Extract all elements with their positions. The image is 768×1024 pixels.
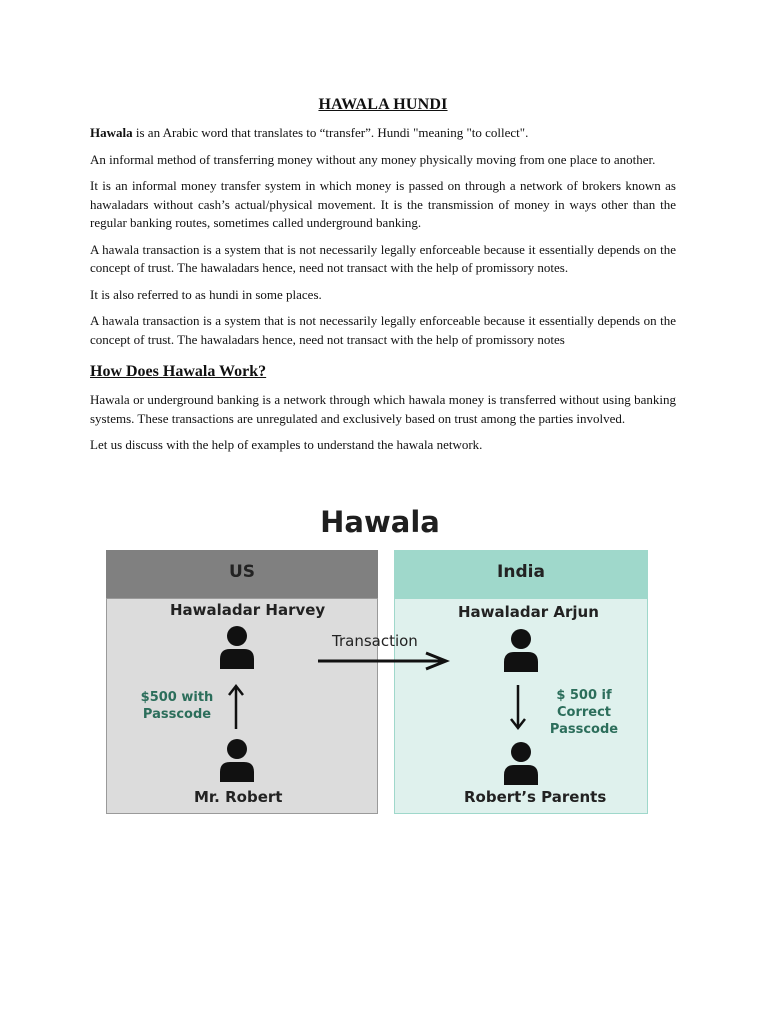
transaction-label: Transaction (332, 632, 418, 650)
intro-paragraph (90, 124, 676, 143)
intro-bold-term: Hawala (90, 125, 133, 140)
mr-robert-label: Mr. Robert (194, 788, 283, 806)
person-icon (502, 741, 540, 785)
person-icon (502, 628, 540, 672)
india-header (394, 550, 648, 598)
hawaladar-harvey-label: Hawaladar Harvey (170, 601, 326, 619)
us-arrow-label: $500 with Passcode (140, 690, 214, 722)
person-icon (218, 738, 256, 782)
right-arrow-icon (316, 651, 450, 671)
paragraph-2: It is an informal money transfer system in which money is passed on through a network of brokers known as hawaladars without cash’s actual/physical movement. It is the transmission of money in ways other than the regular banking routes, sometimes called underground banking. (90, 178, 676, 230)
intro-text: is an Arabic word that translates to “transfer”. Hundi "meaning "to collect". (132, 125, 529, 140)
paragraph-4: It is also referred to as hundi in some places. (90, 286, 322, 302)
paragraph-3: A hawala transaction is a system that is not necessarily legally enforceable because it essentially depends on the concept of trust. The hawaladars hence, need not transact with the help of promissory notes. (90, 241, 676, 275)
down-arrow-icon (508, 683, 528, 731)
paragraph-1: An informal method of transferring money without any money physically moving from one place to another. (90, 151, 656, 167)
hawala-diagram (96, 505, 664, 823)
roberts-parents-label: Robert’s Parents (464, 788, 607, 806)
paragraph-6: Hawala or underground banking is a network through which hawala money is transferred without using banking systems. These transactions are unregulated and exclusively based on trust among the parties involved. (90, 392, 676, 426)
diagram-title: Hawala (320, 505, 440, 539)
paragraph-5: A hawala transaction is a system that is not necessarily legally enforceable because it essentially depends on the concept of trust. The hawaladars hence, need not transact with the help of promissory notes (90, 313, 676, 347)
document-title: HAWALA HUNDI (318, 96, 448, 113)
paragraph-7: Let us discuss with the help of examples to understand the hawala network. (90, 437, 483, 452)
up-arrow-icon (226, 683, 246, 731)
person-icon (218, 625, 256, 669)
india-arrow-label: $ 500 if Correct Passcode (549, 688, 619, 737)
us-header (106, 550, 378, 598)
hawaladar-arjun-label: Hawaladar Arjun (458, 603, 599, 621)
india-label: India (497, 562, 545, 582)
document-page (90, 96, 676, 463)
section-heading: How Does Hawala Work? (90, 363, 267, 380)
us-label: US (228, 562, 256, 582)
